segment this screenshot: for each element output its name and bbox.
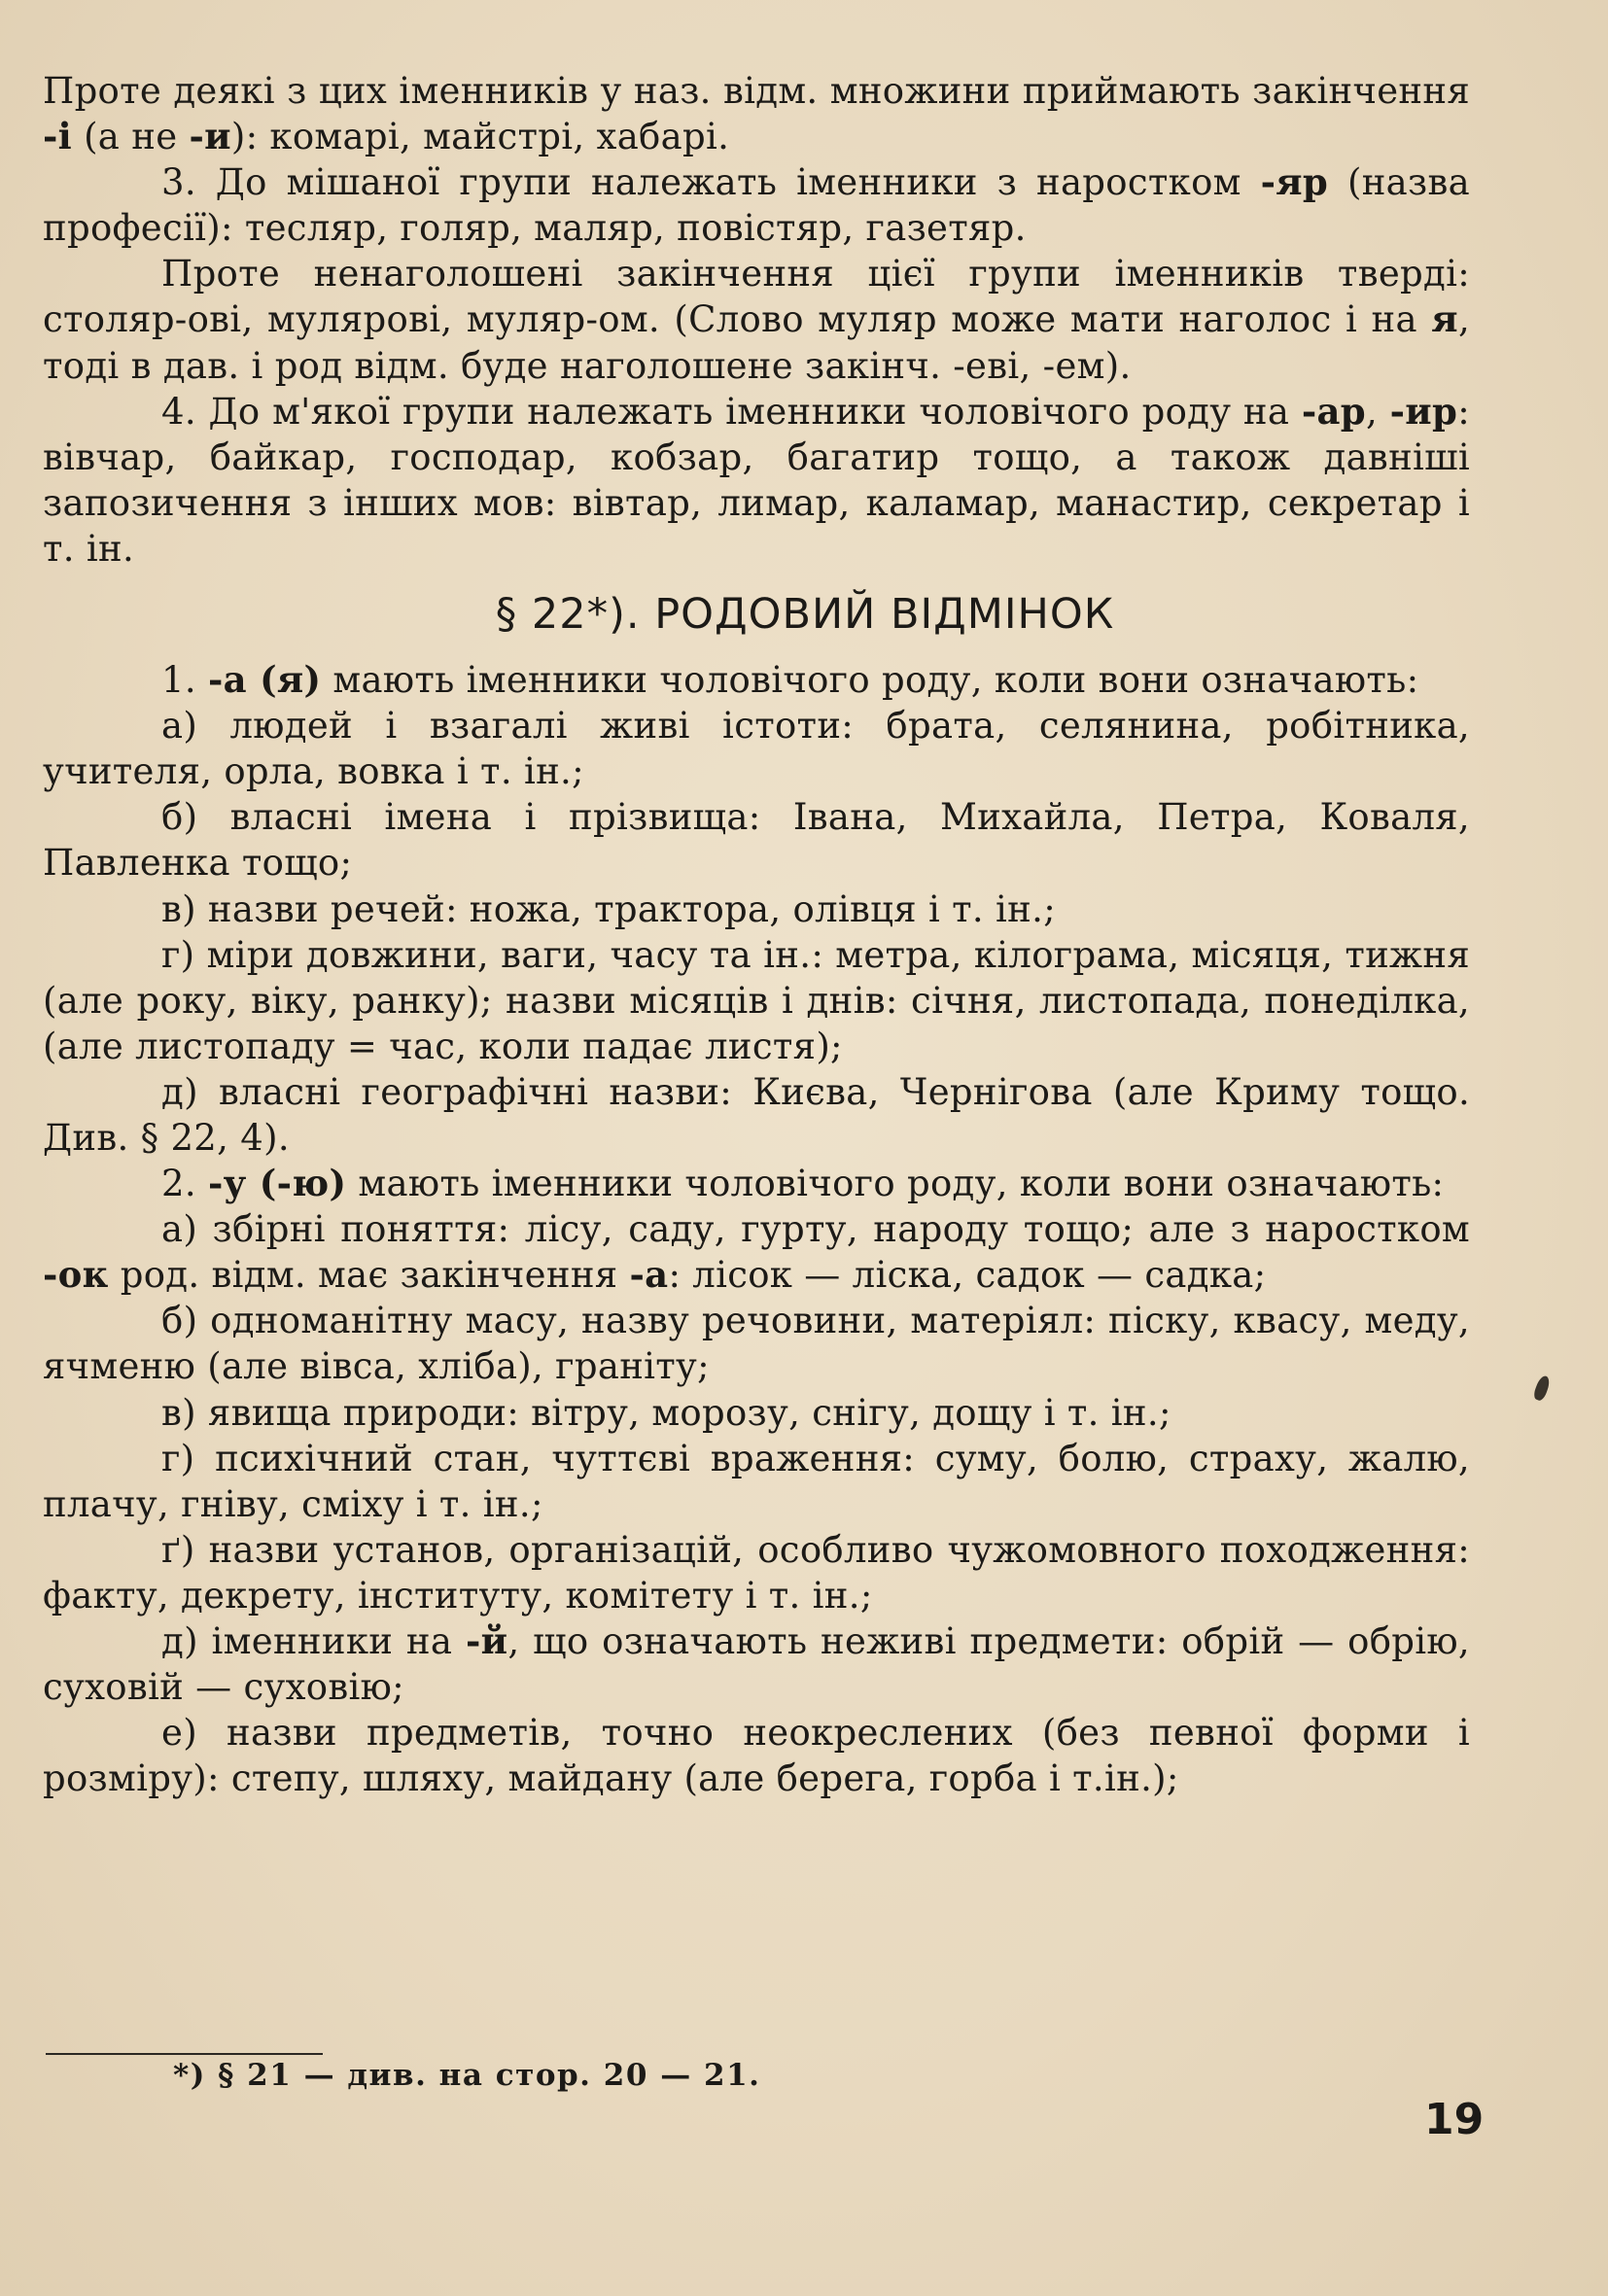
paragraph-unstressed-endings: Проте ненаголошені закінчення цієї групи іменників тверді: столяр-ові, мулярові, муляр-ом. (Слово муляр може мати наголос і на я, тоді в дав. і род відм. буде наголошене закінч. -еві, -ем).	[43, 253, 1470, 387]
rule-2-item-g: ґ) назви установ, організацій, особливо чужомовного походження: факту, декрету, інституту, комітету і т. ін.;	[43, 1528, 1470, 1617]
section-heading: § 22*). РОДОВИЙ ВІДМІНОК	[495, 590, 1115, 640]
rule-2-item-d: д) іменники на -й, що означають неживі предмети: обрій — обрію, суховій — суховію;	[43, 1619, 1470, 1709]
body-text	[43, 68, 1470, 1801]
ink-blot	[1532, 1374, 1552, 1403]
rule-2-item-e: е) назви предметів, точно неокреслених (без певної форми і розміру): степу, шляху, майдану (але берега, горба і т.ін.);	[43, 1712, 1470, 1800]
ending-u-yu: -у (-ю)	[207, 1162, 347, 1205]
rule-1-item-h: г) міри довжини, ваги, часу та ін.: метра, кілограма, місяця, тижня (але року, віку, ранку); назви місяців і днів: січня, листопада, понеділка, (але листопаду = час, коли падає листя);	[43, 933, 1470, 1067]
paragraph-mixed-group: 3. До мішаної групи належать іменники з наростком -яр (назва професії): тесляр, голяр, маляр, повістяр, газетяр.	[43, 160, 1470, 250]
rule-2-intro: 2. -у (-ю) мають іменники чоловічого роду, коли вони означають:	[161, 1162, 1445, 1205]
paragraph-soft-group: 4. До м'якої групи належать іменники чоловічого роду на -ар, -ир: вівчар, байкар, господар, кобзар, багатир тощо, а також давніші запозичення з інших мов: вівтар, лимар, каламар, манастир, секретар і т. ін.	[43, 389, 1470, 570]
page-number: 19	[1424, 2095, 1485, 2144]
paragraph-plural-exceptions: Проте деякі з цих іменників у наз. відм. множини приймають закінчення -і (а не -и): комарі, майстрі, хабарі.	[43, 70, 1470, 158]
suffix-y: -и	[189, 115, 231, 158]
rule-1-item-a: а) людей і взагалі живі істоти: брата, селянина, робітника, учителя, орла, вовка і т. ін.;	[43, 705, 1470, 793]
rule-1-item-b: б) власні імена і прізвища: Івана, Михайла, Петра, Коваля, Павленка тощо;	[43, 796, 1470, 885]
suffix-ok: -ок	[43, 1253, 109, 1297]
rule-2-item-a: а) збірні поняття: лісу, саду, гурту, народу тощо; але з наростком -ок род. відм. має закінчення -а: лісок — ліска, садок — садка;	[43, 1208, 1470, 1297]
ending-a-ya: -а (я)	[207, 658, 322, 702]
rule-2-item-v: в) явища природи: вітру, морозу, снігу, дощу і т. ін.;	[161, 1391, 1171, 1434]
rule-1-item-v: в) назви речей: ножа, трактора, олівця і т. ін.;	[161, 887, 1056, 930]
suffix-yr: -ир	[1389, 389, 1458, 433]
rule-2-item-h: г) психічний стан, чуттєві враження: суму, болю, страху, жалю, плачу, гніву, сміху і т. ін.;	[43, 1437, 1470, 1525]
rule-2-item-b: б) одноманітну масу, назву речовини, матеріял: піску, квасу, меду, ячменю (але вівса, хліба), граніту;	[43, 1300, 1470, 1388]
letter-ya: я	[1431, 297, 1458, 341]
ending-a: -а	[629, 1253, 669, 1297]
suffix-i: -і	[43, 115, 73, 158]
suffix-ar: -ар	[1301, 389, 1366, 433]
rule-1-intro: 1. -а (я) мають іменники чоловічого роду, коли вони означають:	[161, 658, 1419, 702]
footnote-divider	[46, 2053, 323, 2055]
suffix-y-short: -й	[465, 1619, 508, 1662]
footnote: *) § 21 — див. на стор. 20 — 21.	[173, 2058, 761, 2093]
rule-1-item-d: д) власні географічні назви: Києва, Чернігова (але Криму тощо. Див. § 22, 4).	[43, 1070, 1470, 1159]
suffix-yar: -яр	[1260, 160, 1329, 204]
